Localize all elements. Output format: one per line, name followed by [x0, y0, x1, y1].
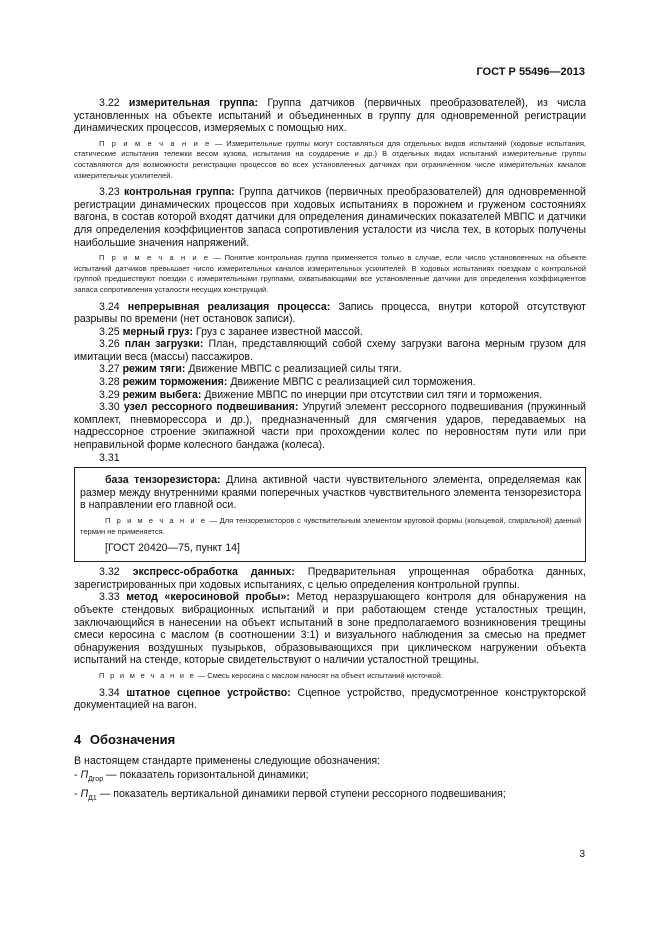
terms-list: [74, 97, 586, 464]
term-3-33: [74, 591, 586, 667]
note-label: П р и м е ч а н и е: [99, 670, 196, 680]
term-number: 3.33: [99, 591, 120, 604]
term-definition: Сцепное устройство, предусмотренное конструкторской документацией на вагон.: [74, 686, 586, 712]
term-definition: Запись процесса, внутри которой отсутствуют разрывы по времени (нет остановок записи).: [74, 300, 587, 326]
term-definition: Группа датчиков (первичных преобразователей), из числа установленных на объекте испытаний и объединенных в группу для одновременной регистрации динамических процессов, измеряемых с помощью них.: [74, 97, 586, 135]
term-note: П р и м е ч а н и е — Для тензорезисторов с чувствительным элементом круговой формы (кольцевой, спиральной) данный термин не применяется.: [80, 516, 582, 536]
term-title: план загрузки:: [124, 338, 204, 351]
term-3-25: [74, 326, 586, 339]
note-text: Измерительные группы могут составляться для отдельных видов испытаний (ходовые испытания, статические испытания тележки весом кузова, испытания на соударение и др.) В отдельных видах испытаний измерительные группы составляются для возможности регистрации процессов во всех установленных датчиках при ограниченном числе измерительных каналов измерительных усилителей.: [74, 138, 586, 180]
term-definition: Длина активной части чувствительного элемента, определяемая как размер между внутренними краями поперечных участков чувствительного элемента тензорезистора в направлении его главной оси.: [80, 474, 582, 512]
term-number: 3.27: [99, 363, 120, 376]
note-label: П р и м е ч а н и е: [99, 138, 212, 148]
term-3-30: [74, 401, 586, 451]
term-number: 3.34: [99, 686, 120, 699]
term-definition: Группа датчиков (первичных преобразователей) для одновременной регистрации динамических процессов при ходовых испытаниях в порожнем и груженом состояниях вагона, в состав которой входят датчики для определения динамических показателей МВПС и датчики для определения коэффициентов запаса сопротивления усталости из числа тех, в которых получены наибольшие значения напряжений.: [74, 186, 586, 249]
term-3-24: [74, 301, 586, 326]
term-title: режим торможения:: [122, 376, 228, 389]
section-heading: [74, 732, 586, 747]
symbol-letter: П: [80, 787, 89, 800]
term-number: 3.26: [99, 338, 120, 351]
symbol-subscript: Д1: [88, 794, 97, 802]
term-note: П р и м е ч а н и е — Смесь керосина с маслом наносят на объект испытаний кисточкой.: [99, 670, 443, 680]
term-3-31: [80, 474, 581, 512]
symbol-prefix: -: [74, 768, 81, 781]
symbols-list: [74, 768, 586, 806]
term-definition: Метод неразрушающего контроля для обнаружения на объекте стендовых вибрационных испытаний и при работающем стенде усталостных трещин, заключающийся в нанесении на объект испытаний в зоне предполагаемого возникновения трещины смеси керосина с маслом (в соотношении 3:1) и визуального наблюдения за смесью на предмет обнаружения воздушных пузырьков, образовывающихся при циклическом нагружении объекта испытаний на стенде, которые свидетельствуют о наличии усталостной трещины.: [74, 591, 586, 667]
term-number: 3.23: [99, 186, 120, 199]
term-definition: Упругий элемент рессорного подвешивания (пружинный комплект, пневморессора и др.), предназначенный для смягчения ударов, передаваемых на надрессорное строение экипажной части при прохождении колес по неровностям пути или при неправильной форме колесного бандажа (колеса).: [74, 401, 586, 452]
term-number: 3.29: [99, 388, 120, 401]
term-title: штатное сцепное устройство:: [126, 686, 291, 699]
term-definition: Предварительная упрощенная обработка данных, зарегистрированных при ходовых испытаниях, с целью определения контрольной группы.: [74, 566, 587, 591]
term-number: 3.28: [99, 376, 120, 389]
term-number: 3.25: [99, 325, 120, 338]
note-label: П р и м е ч а н и е: [105, 516, 207, 525]
term-title: узел рессорного подвешивания:: [123, 401, 299, 414]
note-label: П р и м е ч а н и е: [99, 253, 210, 263]
term-source: [ГОСТ 20420—75, пункт 14]: [105, 542, 240, 555]
term-number: 3.32: [99, 566, 120, 579]
term-3-34: [74, 687, 586, 712]
page-content: [74, 97, 586, 806]
term-3-27: [74, 363, 586, 376]
terms-list-after: [74, 566, 586, 712]
doc-header-code: ГОСТ Р 55496—2013: [476, 66, 585, 78]
section-number: 4: [74, 731, 82, 747]
term-number-3-31: 3.31: [99, 451, 120, 464]
term-3-22: [74, 97, 586, 135]
term-title: экспресс-обработка данных:: [132, 566, 295, 579]
symbol-description: — показатель горизонтальной динамики;: [103, 768, 309, 781]
term-note: П р и м е ч а н и е — Понятие контрольная группа применяется только в случае, если число установленных на объекте испытаний датчиков превышает число измерительных каналов измерительных усилителей. В ходовых испытаниях поездкам с контрольной группой предшествуют поездки с измерительными группами, охватывающими все установленные датчики для определения коэффициентов запаса сопротивления усталости несущих конструкций.: [74, 253, 586, 294]
term-title: контрольная группа:: [123, 186, 235, 199]
symbol-letter: П: [80, 768, 89, 781]
term-3-23: [74, 186, 586, 249]
term-definition: Движение МВПС с реализацией сил торможения.: [230, 376, 476, 389]
term-title: режим выбега:: [122, 388, 202, 401]
term-title: режим тяги:: [122, 363, 186, 376]
term-title: непрерывная реализация процесса:: [127, 300, 331, 313]
term-definition: План, представляющий собой схему загрузки вагона мерным грузом для имитации веса (массы) пассажиров.: [74, 338, 586, 363]
term-3-28: [74, 376, 586, 389]
term-box-3-31: [74, 467, 586, 562]
note-text: Смесь керосина с маслом наносят на объект испытаний кисточкой.: [207, 670, 443, 680]
symbol-item: [74, 787, 586, 806]
section-intro: В настоящем стандарте применены следующие обозначения:: [74, 754, 381, 767]
term-title: мерный груз:: [122, 325, 193, 338]
section-title: Обозначения: [89, 731, 176, 747]
term-note: П р и м е ч а н и е — Измерительные группы могут составляться для отдельных видов испытаний (ходовые испытания, статические испытания тележки весом кузова, испытания на соударение и др.) В отдельных видах испытаний измерительные группы составляются для возможности регистрации процессов во всех установленных датчиках при ограниченном числе измерительных каналов измерительных усилителей.: [74, 138, 586, 180]
symbol-item: [74, 768, 586, 787]
note-text: Для тензорезисторов с чувствительным элементом круговой формы (кольцевой, спиральной) данный термин не применяется.: [80, 516, 582, 536]
term-title: база тензорезистора:: [105, 474, 221, 487]
term-definition: Движение МВПС с реализацией силы тяги.: [188, 363, 402, 376]
symbol-subscript: Дгор: [88, 775, 104, 783]
term-3-29: [74, 389, 586, 402]
term-title: измерительная группа:: [128, 97, 259, 109]
symbol-description: — показатель вертикальной динамики первой ступени рессорного подвешивания;: [96, 787, 506, 800]
page-number: 3: [579, 849, 585, 860]
term-3-26: [74, 338, 586, 363]
term-title: метод «керосиновой пробы»:: [126, 591, 290, 604]
symbol-prefix: -: [74, 787, 81, 800]
term-number: 3.22: [99, 97, 120, 109]
term-definition: Груз с заранее известной массой.: [195, 325, 363, 338]
term-number: 3.24: [99, 300, 120, 313]
note-text: Понятие контрольная группа применяется только в случае, если число установленных на объекте испытаний датчиков превышает число измерительных каналов измерительных усилителей. В ходовых испытаниях поездкам с контрольной группой предшествуют поездки с измерительными группами, охватывающими все установленные датчики для определения коэффициентов запаса сопротивления усталости несущих конструкций.: [74, 253, 586, 294]
term-number: 3.30: [99, 401, 120, 414]
term-3-32: [74, 566, 586, 591]
term-definition: Движение МВПС по инерции при отсутствии сил тяги и торможения.: [204, 388, 543, 401]
